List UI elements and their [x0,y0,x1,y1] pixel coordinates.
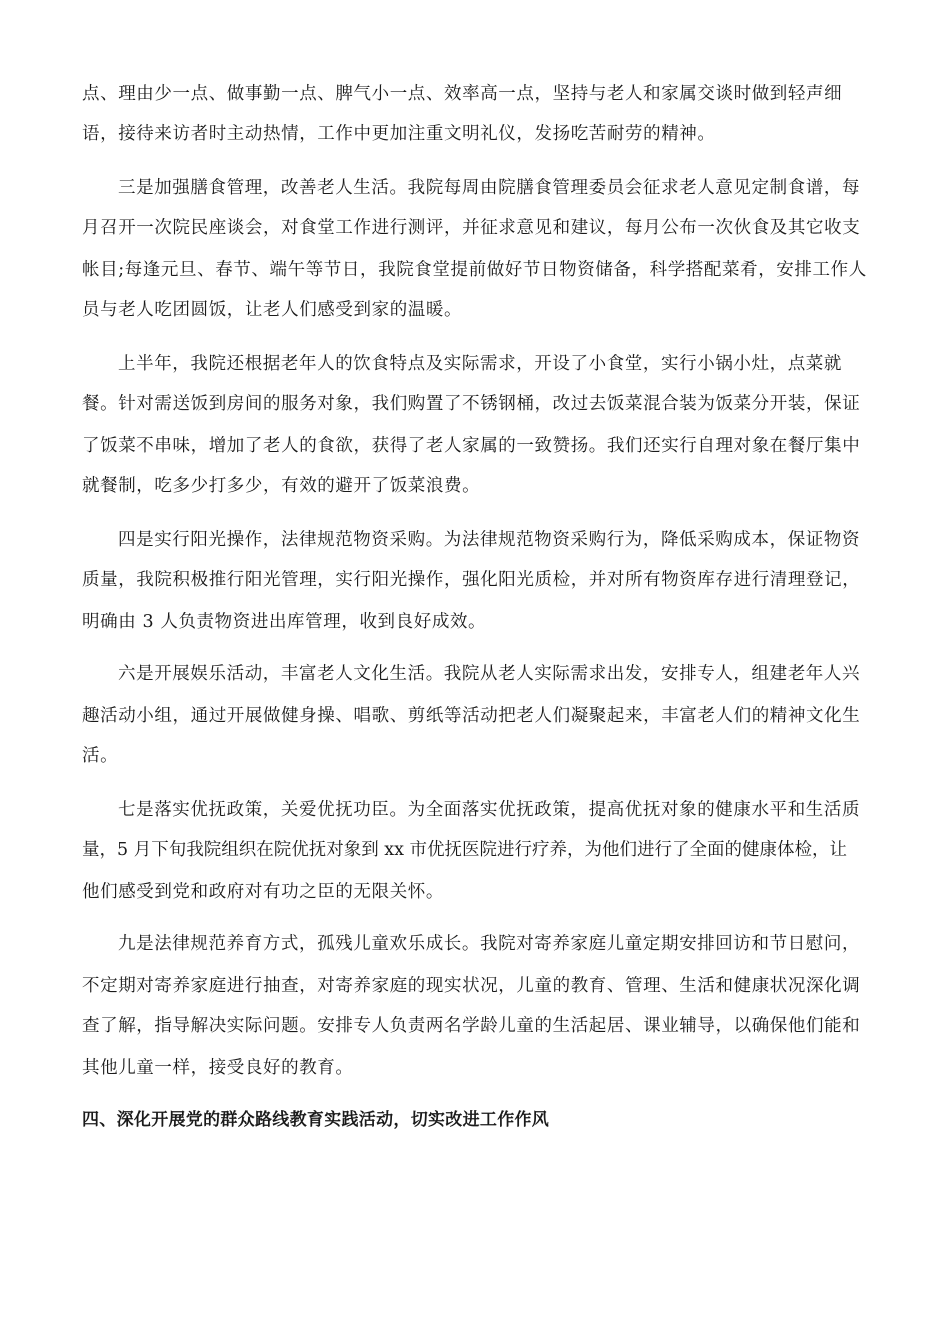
paragraph-6-line-2: 量，5 月下旬我院组织在院优抚对象到 xx 市优抚医院进行疗养，为他们进行了全面的健康体检，让 [82,840,848,860]
paragraph-4-line-3: 明确由 3 人负责物资进出库管理，收到良好成效。 [82,612,487,632]
paragraph-2-line-1: 三是加强膳食管理，改善老人生活。我院每周由院膳食管理委员会征求老人意见定制食谱，每 [118,178,861,198]
paragraph-6-line-1: 七是落实优抚政策，关爱优抚功臣。为全面落实优抚政策，提高优抚对象的健康水平和生活质 [118,800,861,820]
paragraph-1-line-1: 点、理由少一点、做事勤一点、脾气小一点、效率高一点，坚持与老人和家属交谈时做到轻声细 [82,84,843,104]
paragraph-4-line-2: 质量，我院积极推行阳光管理，实行阳光操作，强化阳光质检，并对所有物资库存进行清理登记， [82,570,861,590]
paragraph-5-line-1: 六是开展娱乐活动，丰富老人文化生活。我院从老人实际需求出发，安排专人，组建老年人兴 [118,664,861,684]
paragraph-7-line-2: 不定期对寄养家庭进行抽查，对寄养家庭的现实状况，儿童的教育、管理、生活和健康状况深化调 [82,976,861,996]
paragraph-4-line-1: 四是实行阳光操作，法律规范物资采购。为法律规范物资采购行为，降低采购成本，保证物资 [118,530,861,550]
paragraph-2-line-4: 员与老人吃团圆饭，让老人们感受到家的温暖。 [82,300,463,320]
paragraph-5-line-2: 趣活动小组，通过开展做健身操、唱歌、剪纸等活动把老人们凝聚起来，丰富老人们的精神文化生 [82,706,861,726]
paragraph-3-line-2: 餐。针对需送饭到房间的服务对象，我们购置了不锈钢桶，改过去饭菜混合装为饭菜分开装，保证 [82,394,861,414]
paragraph-2-line-2: 月召开一次院民座谈会，对食堂工作进行测评，并征求意见和建议，每月公布一次伙食及其它收支 [82,218,861,238]
section-heading: 四、深化开展党的群众路线教育实践活动，切实改进工作作风 [82,1110,550,1130]
paragraph-6-line-3: 他们感受到党和政府对有功之臣的无限关怀。 [82,882,444,902]
paragraph-2-line-3: 帐目;每逢元旦、春节、端午等节日，我院食堂提前做好节日物资储备，科学搭配菜肴，安排工作人 [82,260,867,280]
paragraph-7-line-4: 其他儿童一样，接受良好的教育。 [82,1058,354,1078]
paragraph-3-line-4: 就餐制，吃多少打多少，有效的避开了饭菜浪费。 [82,476,481,496]
paragraph-3-line-3: 了饭菜不串味，增加了老人的食欲，获得了老人家属的一致赞扬。我们还实行自理对象在餐厅集中 [82,436,861,456]
paragraph-5-line-3: 活。 [82,746,119,766]
paragraph-7-line-1: 九是法律规范养育方式，孤残儿童欢乐成长。我院对寄养家庭儿童定期安排回访和节日慰问， [118,934,861,954]
paragraph-3-line-1: 上半年，我院还根据老年人的饮食特点及实际需求，开设了小食堂，实行小锅小灶，点菜就 [118,354,842,374]
paragraph-7-line-3: 查了解，指导解决实际问题。安排专人负责两名学龄儿童的生活起居、课业辅导，以确保他们能和 [82,1016,861,1036]
paragraph-1-line-2: 语，接待来访者时主动热情，工作中更加注重文明礼仪，发扬吃苦耐劳的精神。 [82,124,716,144]
